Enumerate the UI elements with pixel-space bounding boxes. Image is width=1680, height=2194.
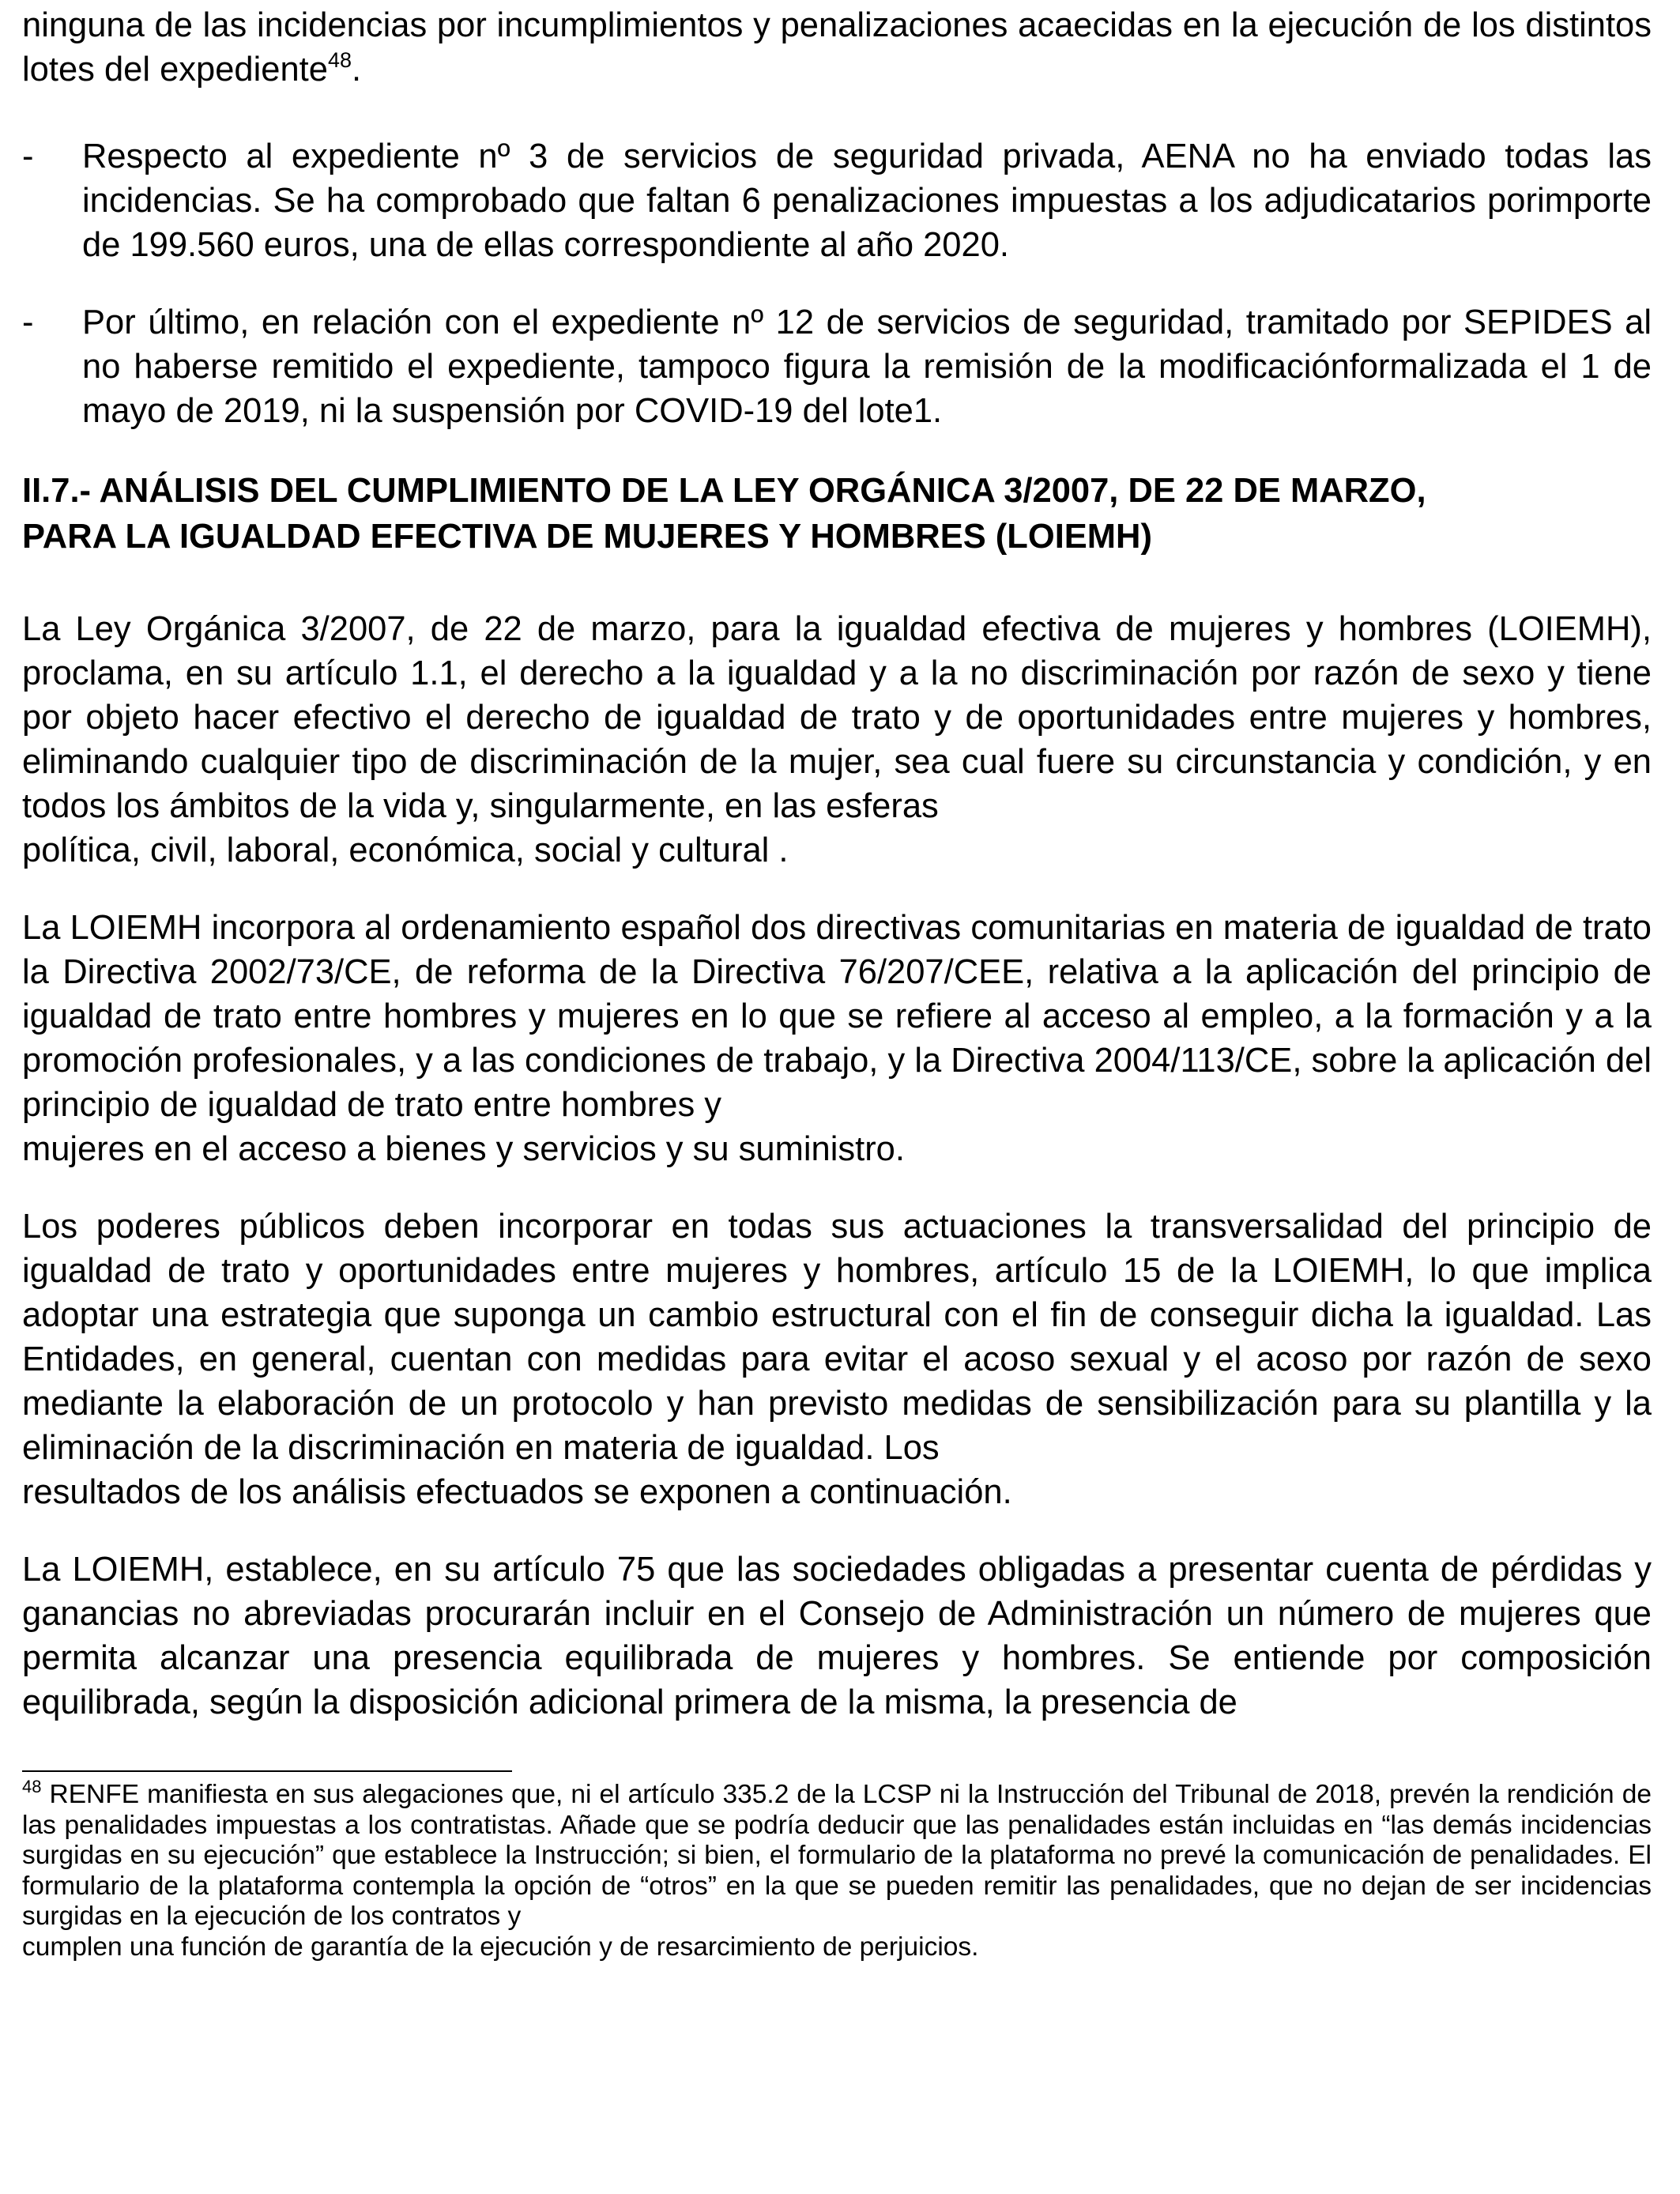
paragraph: La LOIEMH incorpora al ordenamiento español dos directivas comunitarias en materia de igualdad de trato la Directiva 2002/73/CE, de reforma de la Directiva 76/207/CEE, relativa a la aplicación del principio de igualdad de trato entre hombres y mujeres en lo que se refiere al acceso al empleo, a la formación y a la promoción profesionales, y a las condiciones de trabajo, y la Directiva 2004/113/CE, sobre la aplicación del principio de igualdad de trato entre hombres y mujeres en el acceso a bienes y servicios y su suministro. [22, 909, 1652, 1168]
continued-paragraph: ninguna de las incidencias por incumplimientos y penalizaciones acaecidas en la ejecución de los distintos lotes del expediente$^{48}$. [22, 6, 1652, 89]
footnote: $^{48}$ RENFE manifiesta en sus alegaciones que, ni el artículo 335.2 de la LCSP ni la Instrucción del Tribunal de 2018, prevén la rendición de las penalidades impuestas a los contratistas. Añade que se podría deducir que las penalidades están incluidas en “las demás incidencias surgidas en su ejecución” que establece la Instrucción; si bien, el formulario de la plataforma no prevé la comunicación de penalidades. El formulario de la plataforma contempla la opción de “otros” en la que se pueden remitir las penalidades, que no dejan de ser incidencias surgidas en la ejecución de los contratos y cumplen una función de garantía de la ejecución y de resarcimiento de perjuicios. [22, 1777, 1652, 1962]
document-page [22, 0, 1652, 2194]
paragraph: La LOIEMH, establece, en su artículo 75 que las sociedades obligadas a presentar cuenta de pérdidas y ganancias no abreviadas procurarán incluir en el Consejo de Administración un número de mujeres que permita alcanzar una presencia equilibrada de mujeres y hombres. Se entiende por composición equilibrada, según la disposición adicional primera de la misma, la presencia de [22, 1551, 1652, 1721]
footnote-reference[interactable]: 48 [327, 48, 352, 72]
bullet-dash: - [22, 138, 34, 175]
bullet-text: Respecto al expediente nº 3 de servicios de seguridad privada, AENA no ha enviado todas las incidencias. Se ha comprobado que faltan 6 penalizaciones impuestas a los adjudicatarios porimporte de 199.560 euros, una de ellas correspondiente al año 2020. [82, 138, 1652, 264]
bullet-item [22, 134, 1652, 267]
footnote-number: 48 [22, 1777, 42, 1796]
paragraph: La Ley Orgánica 3/2007, de 22 de marzo, para la igualdad efectiva de mujeres y hombres (LOIEMH), proclama, en su artículo 1.1, el derecho a la igualdad y a la no discriminación por razón de sexo y tiene por objeto hacer efectivo el derecho de igualdad de trato y de oportunidades entre mujeres y hombres, eliminando cualquier tipo de discriminación de la mujer, sea cual fuere su circunstancia y condición, y en todos los ámbitos de la vida y, singularmente, en las esferas política, civil, laboral, económica, social y cultural . [22, 610, 1652, 869]
section-heading: II.7.- ANÁLISIS DEL CUMPLIMIENTO DE LA LEY ORGÁNICA 3/2007, DE 22 DE MARZO, PARA LA IGUALDAD EFECTIVA DE MUJERES Y HOMBRES (LOIEMH) [22, 472, 1426, 556]
bullet-item [22, 300, 1652, 433]
bullet-dash: - [22, 303, 34, 341]
paragraph-text: ninguna de las incidencias por incumplimientos y penalizaciones acaecidas en la ejecución de los distintos lotes del expediente [22, 6, 1652, 89]
footnote-separator [22, 1770, 512, 1772]
paragraph: Los poderes públicos deben incorporar en todas sus actuaciones la transversalidad del principio de igualdad de trato y oportunidades entre mujeres y hombres, artículo 15 de la LOIEMH, lo que implica adoptar una estrategia que suponga un cambio estructural con el fin de conseguir dicha la igualdad. Las Entidades, en general, cuentan con medidas para evitar el acoso sexual y el acoso por razón de sexo mediante la elaboración de un protocolo y han previsto medidas de sensibilización para su plantilla y la eliminación de la discriminación en materia de igualdad. Los resultados de los análisis efectuados se exponen a continuación. [22, 1208, 1652, 1511]
bullet-text: Por último, en relación con el expediente nº 12 de servicios de seguridad, tramitado por SEPIDES al no haberse remitido el expediente, tampoco figura la remisión de la modificaciónformalizada el 1 de mayo de 2019, ni la suspensión por COVID-19 del lote1. [82, 303, 1652, 430]
